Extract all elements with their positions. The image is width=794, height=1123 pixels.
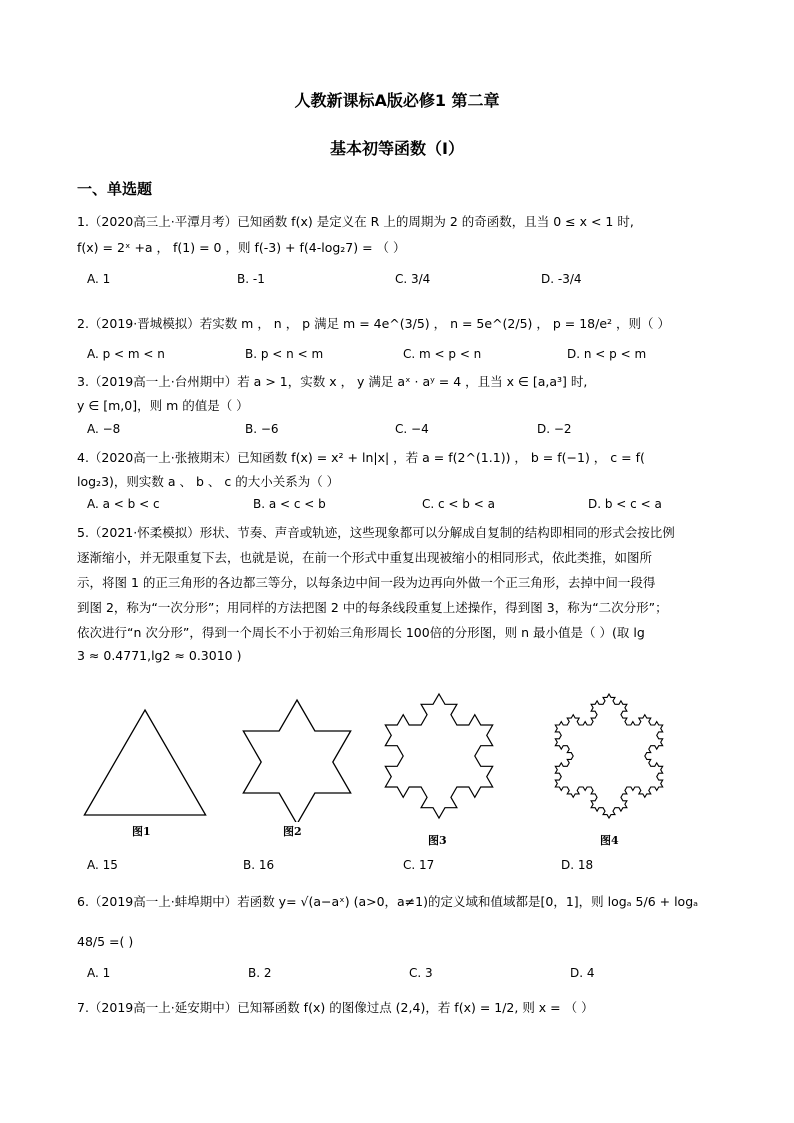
question-4-line-2: log₂3)，则实数 a 、 b 、 c 的大小关系为（ ） <box>77 474 340 489</box>
page-title: 人教新课标A版必修1 第二章 <box>294 91 500 110</box>
question-5-option-b: B. 16 <box>243 858 275 872</box>
figure-1-label: 图1 <box>132 825 151 838</box>
question-1-option-d: D. -3/4 <box>541 272 582 286</box>
section-heading: 一、单选题 <box>77 180 153 198</box>
question-3-line-1: 3.（2019高一上·台州期中）若 a > 1，实数 x ， y 满足 aˣ · aʸ = 4 ，且当 x ∈ [a,a³] 时, <box>77 374 588 389</box>
question-3-line-2: y ∈ [m,0]，则 m 的值是（ ） <box>77 398 249 413</box>
question-6-option-b: B. 2 <box>248 966 272 980</box>
figure-2-star <box>222 682 372 822</box>
figure-1-triangle <box>70 700 220 825</box>
question-1-line-2: f(x) = 2ˣ +a ， f(1) = 0 ，则 f(-3) + f(4-log₂7) = （ ） <box>77 240 406 255</box>
question-1-line-1: 1.（2020高三上·平潭月考）已知函数 f(x) 是定义在 R 上的周期为 2 的奇函数，且当 0 ≤ x < 1 时, <box>77 214 634 229</box>
question-5-line-3: 示，将图 1 的正三角形的各边都三等分，以每条边中间一段为边再向外做一个正三角形，去掉中间一段得 <box>77 575 656 590</box>
question-5-line-6: 3 ≈ 0.4771,lg2 ≈ 0.3010 ) <box>77 648 242 663</box>
question-6-line-2: 48/5 =( ) <box>77 934 134 949</box>
question-2-option-a: A. p < m < n <box>87 347 165 361</box>
question-5-option-c: C. 17 <box>403 858 435 872</box>
question-3-option-a: A. −8 <box>87 422 121 436</box>
question-1-option-c: C. 3/4 <box>395 272 431 286</box>
question-3-option-b: B. −6 <box>245 422 279 436</box>
question-6-option-d: D. 4 <box>570 966 595 980</box>
question-1-option-a: A. 1 <box>87 272 111 286</box>
page-subtitle: 基本初等函数（Ⅰ） <box>330 139 464 158</box>
question-6-option-c: C. 3 <box>409 966 433 980</box>
question-5-line-5: 依次进行“n 次分形”，得到一个周长不小于初始三角形周长 100倍的分形图，则 n 最小值是（ ）(取 lg <box>77 625 645 640</box>
figure-3-snowflake <box>364 668 514 828</box>
question-3-option-c: C. −4 <box>395 422 429 436</box>
question-2-option-c: C. m < p < n <box>403 347 482 361</box>
figure-4-snowflake <box>534 668 684 828</box>
question-4-option-d: D. b < c < a <box>588 497 662 511</box>
figure-3-label: 图3 <box>428 834 447 847</box>
question-2-option-d: D. n < p < m <box>567 347 647 361</box>
question-2-line-1: 2.（2019·晋城模拟）若实数 m ， n ， p 满足 m = 4e^(3/5) ， n = 5e^(2/5) ， p = 18/e² ，则（ ） <box>77 316 670 331</box>
question-2-option-b: B. p < n < m <box>245 347 324 361</box>
question-6-option-a: A. 1 <box>87 966 111 980</box>
figure-2-label: 图2 <box>283 825 302 838</box>
question-7-line-1: 7.（2019高一上·延安期中）已知幂函数 f(x) 的图像过点 (2,4)，若 f(x) = 1/2, 则 x = （ ） <box>77 1000 594 1015</box>
question-5-option-a: A. 15 <box>87 858 118 872</box>
question-5-line-1: 5.（2021·怀柔模拟）形状、节奏、声音或轨迹，这些现象都可以分解成自复制的结构即相同的形式会按比例 <box>77 525 675 540</box>
figure-4-label: 图4 <box>600 834 619 847</box>
question-4-option-a: A. a < b < c <box>87 497 160 511</box>
question-3-option-d: D. −2 <box>537 422 572 436</box>
question-5-line-4: 到图 2，称为“一次分形”；用同样的方法把图 2 中的每条线段重复上述操作，得到图 3，称为“二次分形”； <box>77 600 668 615</box>
question-4-option-c: C. c < b < a <box>422 497 495 511</box>
question-6-line-1: 6.（2019高一上·蚌埠期中）若函数 y= √(a−aˣ) (a>0，a≠1)的定义域和值域都是[0，1]，则 logₐ 5/6 + logₐ <box>77 894 699 909</box>
question-5-option-d: D. 18 <box>561 858 594 872</box>
question-4-line-1: 4.（2020高一上·张掖期末）已知函数 f(x) = x² + ln|x| ，若 a = f(2^(1.1)) ， b = f(−1) ， c = f( <box>77 450 645 465</box>
question-4-option-b: B. a < c < b <box>253 497 326 511</box>
question-1-option-b: B. -1 <box>237 272 265 286</box>
question-5-line-2: 逐渐缩小，并无限重复下去，也就是说，在前一个形式中重复出现被缩小的相同形式，依此类推，如图所 <box>77 550 653 565</box>
